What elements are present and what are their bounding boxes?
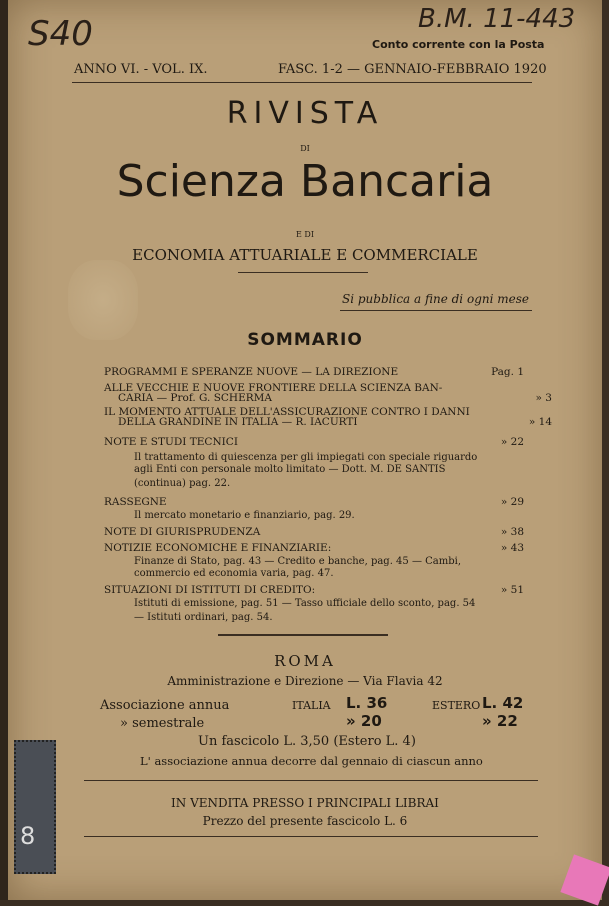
contents-entry (104, 496, 524, 508)
contents-entry-text: NOTE E STUDI TECNICI (104, 436, 238, 448)
italia-semestrale-price: » 20 (346, 712, 382, 730)
contents-entry-page: » 29 (500, 496, 524, 508)
contents-entry (104, 436, 524, 448)
contents-entry-text: Istituti di emissione, pag. 51 — Tasso ufficiale dello sconto, pag. 54 (134, 598, 476, 609)
contents-entry-page: » 43 (500, 542, 524, 554)
footer-rule-top (84, 780, 538, 781)
postal-account-note: Conto corrente con la Posta (372, 38, 545, 51)
contents-entry (134, 510, 474, 521)
estero-annual-price: L. 42 (482, 694, 524, 712)
title-di: DI (300, 144, 310, 153)
volume-label: ANNO VI. - VOL. IX. (74, 62, 208, 77)
admin-address: Amministrazione e Direzione — Via Flavia 42 (167, 674, 443, 688)
contents-entry (134, 464, 474, 475)
subscription-start-note: L' associazione annua decorre dal gennaio di ciascun anno (140, 754, 483, 768)
estero-semestrale-price: » 22 (482, 712, 518, 730)
contents-entry (104, 526, 524, 538)
contents-entry-text: NOTE DI GIURISPRUDENZA (104, 526, 261, 538)
contents-entry (134, 478, 474, 489)
contents-entry-page: » 38 (500, 526, 524, 538)
issue-price: Prezzo del presente fascicolo L. 6 (202, 814, 408, 828)
contents-entry-page: Pag. 1 (491, 366, 524, 378)
revenue-stamp (14, 740, 56, 874)
contents-entry-text: (continua) pag. 22. (134, 478, 231, 489)
contents-entry-text: SITUAZIONI DI ISTITUTI DI CREDITO: (104, 584, 316, 596)
contents-entry-page: » 51 (500, 584, 524, 596)
contents-entry-page: » 14 (528, 416, 552, 428)
title-rivista: RIVISTA (226, 96, 384, 131)
stamp-digit: 8 (20, 822, 36, 850)
contents-entry-text: commercio ed economia varia, pag. 47. (134, 568, 334, 579)
contents-entry-text: ALLE VECCHIE E NUOVE FRONTIERE DELLA SCIENZA BAN- (104, 382, 443, 394)
sommario-heading: SOMMARIO (247, 330, 363, 350)
contents-entry (118, 416, 552, 428)
contents-entry-text: CARIA — Prof. G. SCHERMA (118, 392, 272, 404)
sales-note: IN VENDITA PRESSO I PRINCIPALI LIBRAI (171, 796, 439, 810)
contents-entry-text: agli Enti con personale molto limitato — Dott. M. DE SANTIS (134, 464, 446, 475)
contents-entry (104, 366, 524, 378)
semestrale-label: » semestrale (120, 716, 205, 731)
contents-entry (134, 612, 474, 623)
contents-entry (134, 598, 474, 609)
title-main: Scienza Bancaria (116, 156, 494, 207)
contents-entry (134, 568, 474, 579)
estero-label: ESTERO (432, 699, 481, 712)
contents-entry-text: DELLA GRANDINE IN ITALIA — R. IACURTI (118, 416, 358, 428)
publication-note: Si pubblica a fine di ogni mese (342, 292, 529, 306)
contents-entry-text: PROGRAMMI E SPERANZE NUOVE — LA DIREZIONE (104, 366, 399, 378)
faded-ornament (68, 260, 138, 340)
contents-entry-text: Il mercato monetario e finanziario, pag. 29. (134, 510, 355, 521)
contents-entry (134, 556, 474, 567)
contents-entry-text: IL MOMENTO ATTUALE DELL'ASSICURAZIONE CONTRO I DANNI (104, 406, 470, 418)
title-subtitle: ECONOMIA ATTUARIALE E COMMERCIALE (132, 246, 478, 264)
header-rule (72, 82, 532, 83)
italia-annual-price: L. 36 (346, 694, 388, 712)
publication-rule (340, 310, 532, 311)
contents-entry (104, 542, 524, 554)
contents-entry-text: Il trattamento di quiescenza per gli impiegati con speciale riguardo (134, 452, 478, 463)
contents-entry-page: » 22 (500, 436, 524, 448)
subtitle-rule (238, 272, 368, 273)
contents-entry (104, 584, 524, 596)
italia-label: ITALIA (292, 699, 331, 712)
city-label: ROMA (274, 652, 336, 670)
assoc-label: Associazione annua (100, 698, 230, 713)
contents-entry (118, 392, 552, 404)
footer-rule-bottom (84, 836, 538, 837)
contents-entry (134, 452, 478, 463)
contents-entry-text: — Istituti ordinari, pag. 54. (134, 612, 273, 623)
contents-entry-text: NOTIZIE ECONOMICHE E FINANZIARIE: (104, 542, 332, 554)
title-edi: E DI (296, 230, 314, 239)
single-issue-price: Un fascicolo L. 3,50 (Estero L. 4) (198, 734, 416, 749)
handwritten-shelf-mark: S40 (28, 14, 93, 54)
book-spine (0, 0, 8, 900)
contents-entry-text: RASSEGNE (104, 496, 167, 508)
contents-entry-text: Finanze di Stato, pag. 43 — Credito e banche, pag. 45 — Cambi, (134, 556, 462, 567)
contents-entry-page: » 3 (535, 392, 552, 404)
contents-rule (218, 634, 388, 636)
handwritten-catalog-mark: B.M. 11-443 (418, 4, 576, 34)
journal-cover (8, 0, 602, 900)
issue-label: FASC. 1-2 — GENNAIO-FEBBRAIO 1920 (278, 62, 547, 77)
